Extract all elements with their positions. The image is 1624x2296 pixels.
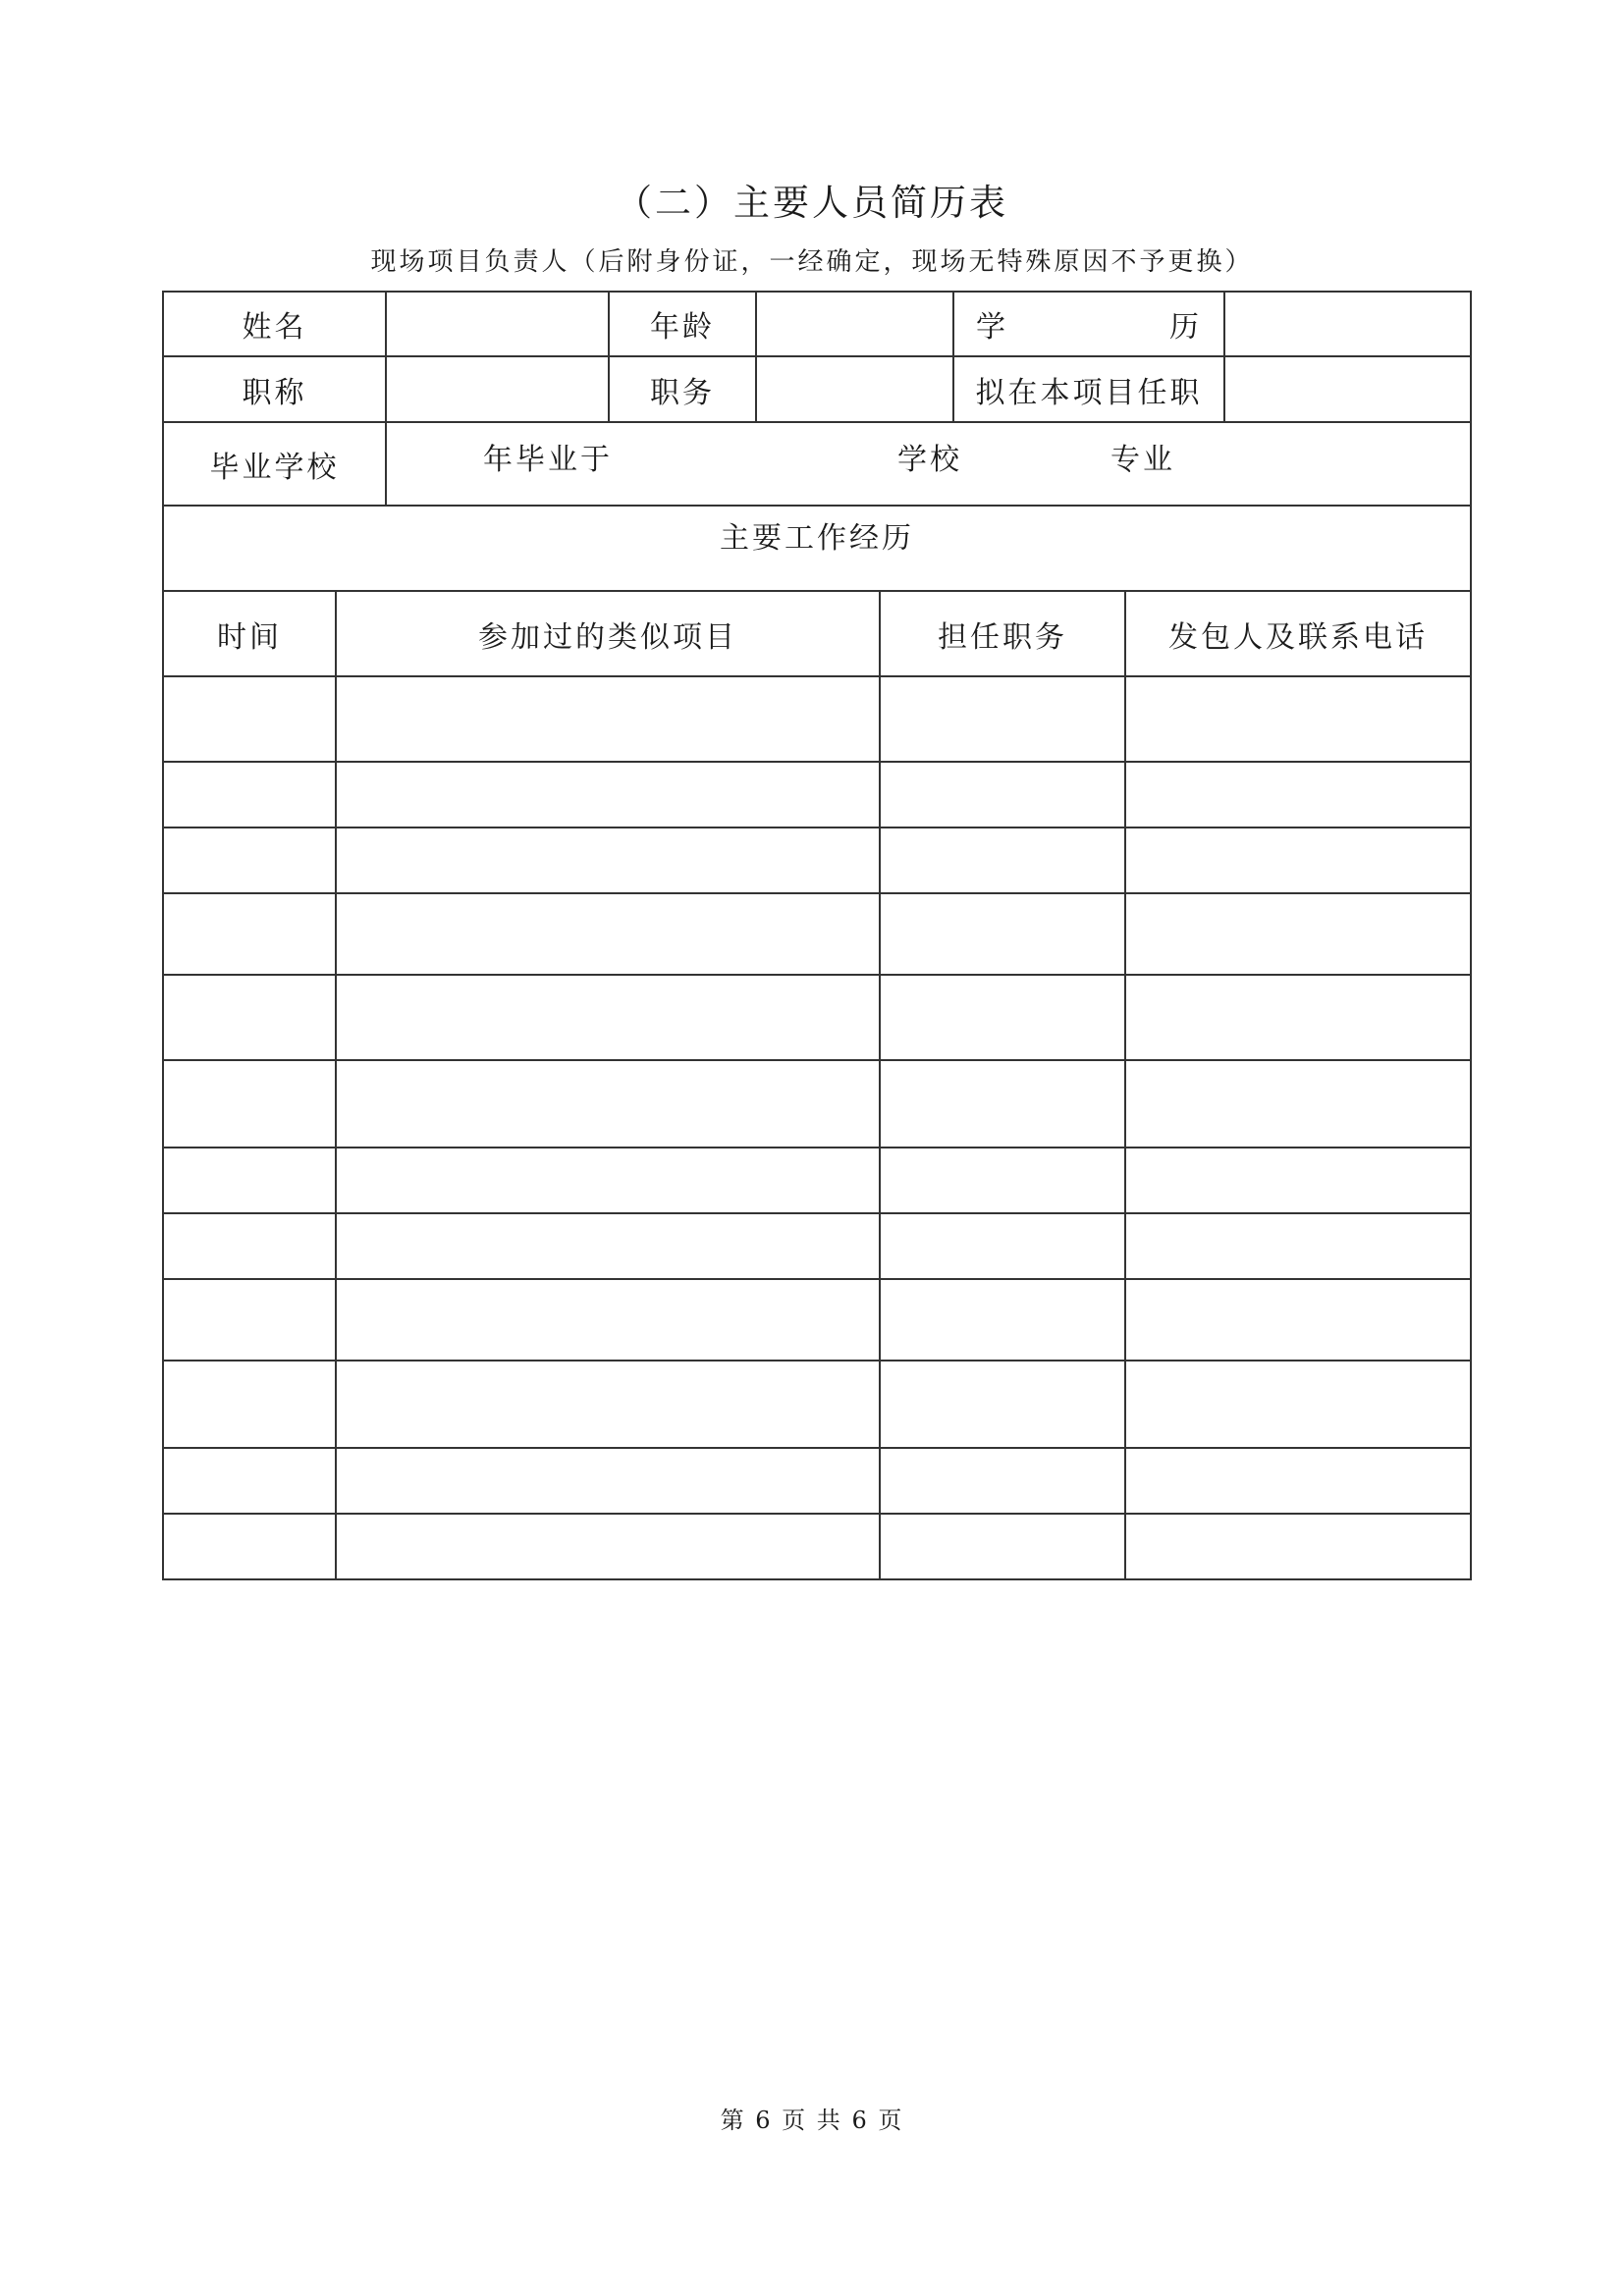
table-row (163, 292, 1471, 356)
client-cell[interactable] (1125, 1148, 1471, 1213)
time-cell[interactable] (163, 1060, 336, 1148)
role-cell[interactable] (880, 828, 1125, 893)
table-row (163, 1448, 1471, 1514)
graduation-cell[interactable] (386, 422, 1471, 506)
name-label: 姓名 (163, 292, 386, 356)
name-value-cell[interactable] (386, 292, 609, 356)
project-cell[interactable] (336, 1448, 880, 1514)
graduation-school-text: 学校 (897, 443, 962, 477)
table-row (163, 506, 1471, 591)
proposed-role-value-cell[interactable] (1224, 356, 1471, 422)
education-value-cell[interactable] (1224, 292, 1471, 356)
position-label: 职务 (609, 356, 756, 422)
table-row (163, 828, 1471, 893)
experience-table (162, 590, 1472, 1580)
table-row (163, 676, 1471, 762)
col-header-role: 担任职务 (880, 591, 1125, 676)
table-row (163, 422, 1471, 506)
job-title-value-cell[interactable] (386, 356, 609, 422)
role-cell[interactable] (880, 1448, 1125, 1514)
education-label-b: 历 (1169, 310, 1202, 345)
table-row (163, 1361, 1471, 1448)
table-row (163, 356, 1471, 422)
education-label-a: 学 (976, 310, 1008, 345)
time-cell[interactable] (163, 676, 336, 762)
job-title-label: 职称 (163, 356, 386, 422)
project-cell[interactable] (336, 676, 880, 762)
col-header-time: 时间 (163, 591, 336, 676)
client-cell[interactable] (1125, 1514, 1471, 1579)
project-cell[interactable] (336, 762, 880, 828)
col-header-client: 发包人及联系电话 (1125, 591, 1471, 676)
resume-form (162, 291, 1470, 1580)
time-cell[interactable] (163, 1279, 336, 1361)
project-cell[interactable] (336, 1060, 880, 1148)
project-cell[interactable] (336, 1279, 880, 1361)
client-cell[interactable] (1125, 1060, 1471, 1148)
role-cell[interactable] (880, 975, 1125, 1060)
position-value-cell[interactable] (756, 356, 953, 422)
role-cell[interactable] (880, 762, 1125, 828)
age-label: 年龄 (609, 292, 756, 356)
client-cell[interactable] (1125, 762, 1471, 828)
table-row (163, 1279, 1471, 1361)
role-cell[interactable] (880, 1148, 1125, 1213)
experience-rows (163, 676, 1471, 1579)
time-cell[interactable] (163, 1448, 336, 1514)
age-value-cell[interactable] (756, 292, 953, 356)
time-cell[interactable] (163, 1213, 336, 1279)
graduation-year-text: 年毕业于 (483, 443, 613, 477)
table-row (163, 1060, 1471, 1148)
role-cell[interactable] (880, 676, 1125, 762)
table-row (163, 1213, 1471, 1279)
client-cell[interactable] (1125, 1213, 1471, 1279)
project-cell[interactable] (336, 1514, 880, 1579)
time-cell[interactable] (163, 1514, 336, 1579)
graduation-major-text: 专业 (1110, 443, 1175, 477)
role-cell[interactable] (880, 893, 1125, 975)
experience-header-text: 主要工作经历 (720, 520, 914, 556)
col-header-project: 参加过的类似项目 (336, 591, 880, 676)
project-cell[interactable] (336, 828, 880, 893)
project-cell[interactable] (336, 1148, 880, 1213)
proposed-role-label: 拟在本项目任职 (953, 356, 1224, 422)
role-cell[interactable] (880, 1213, 1125, 1279)
time-cell[interactable] (163, 975, 336, 1060)
experience-header (163, 506, 1471, 591)
client-cell[interactable] (1125, 975, 1471, 1060)
table-row (163, 1514, 1471, 1579)
time-cell[interactable] (163, 1361, 336, 1448)
client-cell[interactable] (1125, 893, 1471, 975)
time-cell[interactable] (163, 762, 336, 828)
experience-header-row (163, 591, 1471, 676)
time-cell[interactable] (163, 893, 336, 975)
role-cell[interactable] (880, 1060, 1125, 1148)
personal-info-table (162, 291, 1472, 592)
education-label (953, 292, 1224, 356)
page-title: （二）主要人员简历表 (616, 182, 1008, 224)
client-cell[interactable] (1125, 676, 1471, 762)
school-label: 毕业学校 (163, 422, 386, 506)
table-row (163, 893, 1471, 975)
table-row (163, 975, 1471, 1060)
page-subtitle: 现场项目负责人（后附身份证，一经确定，现场无特殊原因不予更换） (370, 247, 1254, 277)
client-cell[interactable] (1125, 1361, 1471, 1448)
project-cell[interactable] (336, 893, 880, 975)
page-footer: 第 6 页 共 6 页 (720, 2107, 904, 2134)
table-row (163, 1148, 1471, 1213)
project-cell[interactable] (336, 975, 880, 1060)
table-row (163, 762, 1471, 828)
client-cell[interactable] (1125, 1279, 1471, 1361)
client-cell[interactable] (1125, 1448, 1471, 1514)
role-cell[interactable] (880, 1279, 1125, 1361)
role-cell[interactable] (880, 1361, 1125, 1448)
client-cell[interactable] (1125, 828, 1471, 893)
project-cell[interactable] (336, 1213, 880, 1279)
role-cell[interactable] (880, 1514, 1125, 1579)
time-cell[interactable] (163, 1148, 336, 1213)
time-cell[interactable] (163, 828, 336, 893)
project-cell[interactable] (336, 1361, 880, 1448)
